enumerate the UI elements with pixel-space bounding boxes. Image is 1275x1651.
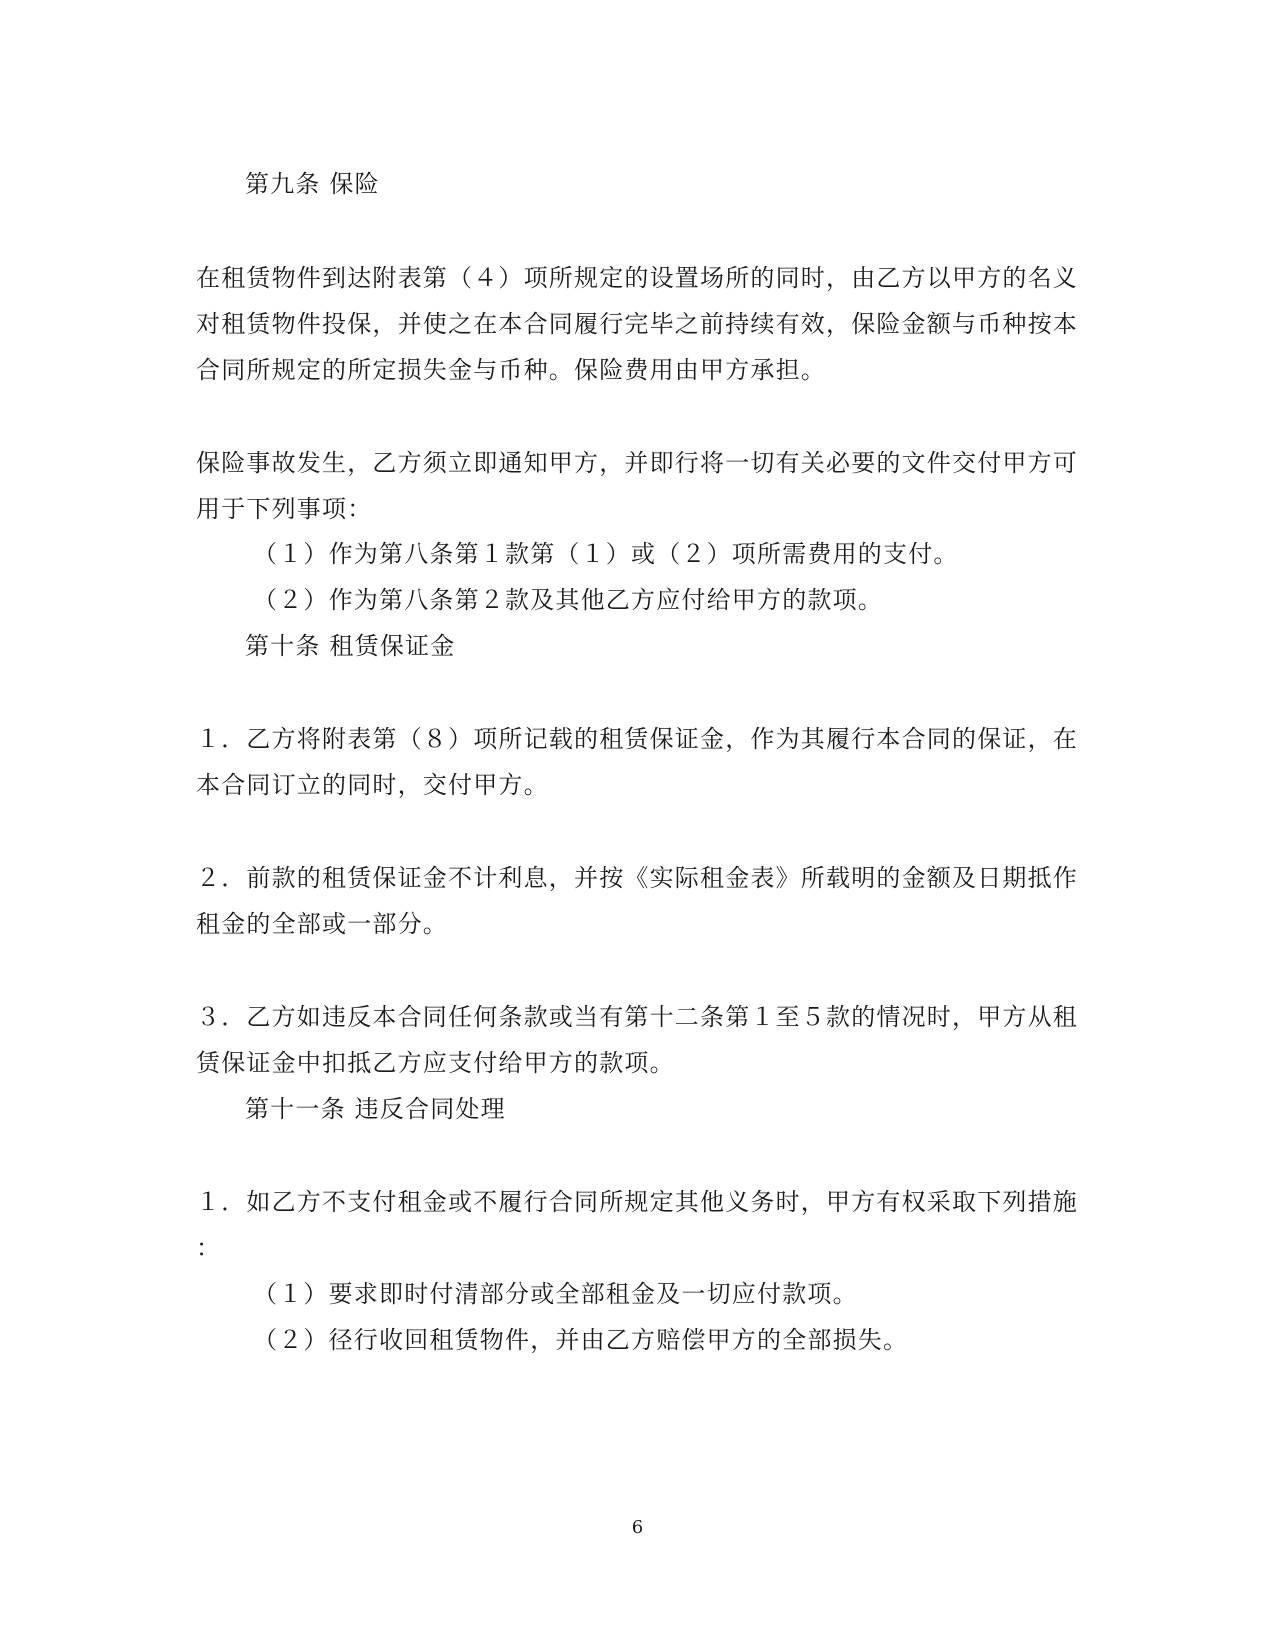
page-number: 6 — [631, 1517, 644, 1538]
paragraph-line: ： — [196, 1234, 222, 1262]
paragraph-line: １．乙方将附表第（８）项所记载的租赁保证金，作为其履行本合同的保证，在 — [196, 725, 1078, 753]
heading-article-10: 第十条 租赁保证金 — [245, 632, 456, 660]
paragraph-line: ３．乙方如违反本合同任何条款或当有第十二条第１至５款的情况时，甲方从租 — [196, 1003, 1078, 1031]
paragraph-line: 本合同订立的同时，交付甲方。 — [196, 771, 549, 799]
list-item: （１）要求即时付清部分或全部租金及一切应付款项。 — [253, 1280, 858, 1308]
paragraph-line: 对租赁物件投保，并使之在本合同履行完毕之前持续有效，保险金额与币种按本 — [196, 310, 1078, 338]
list-item: （２）径行收回租赁物件，并由乙方赔偿甲方的全部损失。 — [253, 1326, 909, 1354]
paragraph-line: 保险事故发生，乙方须立即通知甲方，并即行将一切有关必要的文件交付甲方可 — [196, 449, 1078, 477]
paragraph-line: 合同所规定的所定损失金与币种。保险费用由甲方承担。 — [196, 356, 826, 384]
paragraph-line: 赁保证金中扣抵乙方应支付给甲方的款项。 — [196, 1049, 675, 1077]
paragraph-line: １．如乙方不支付租金或不履行合同所规定其他义务时，甲方有权采取下列措施 — [196, 1188, 1078, 1216]
paragraph-line: ２．前款的租赁保证金不计利息，并按《实际租金表》所载明的金额及日期抵作 — [196, 864, 1078, 892]
paragraph-line: 在租赁物件到达附表第（４）项所规定的设置场所的同时，由乙方以甲方的名义 — [196, 264, 1078, 292]
list-item: （２）作为第八条第２款及其他乙方应付给甲方的款项。 — [253, 586, 883, 614]
paragraph-line: 用于下列事项： — [196, 495, 373, 523]
heading-article-11: 第十一条 违反合同处理 — [245, 1095, 506, 1123]
paragraph-line: 租金的全部或一部分。 — [196, 910, 448, 938]
list-item: （１）作为第八条第１款第（１）或（２）项所需费用的支付。 — [253, 540, 959, 568]
heading-article-9: 第九条 保险 — [245, 170, 380, 198]
